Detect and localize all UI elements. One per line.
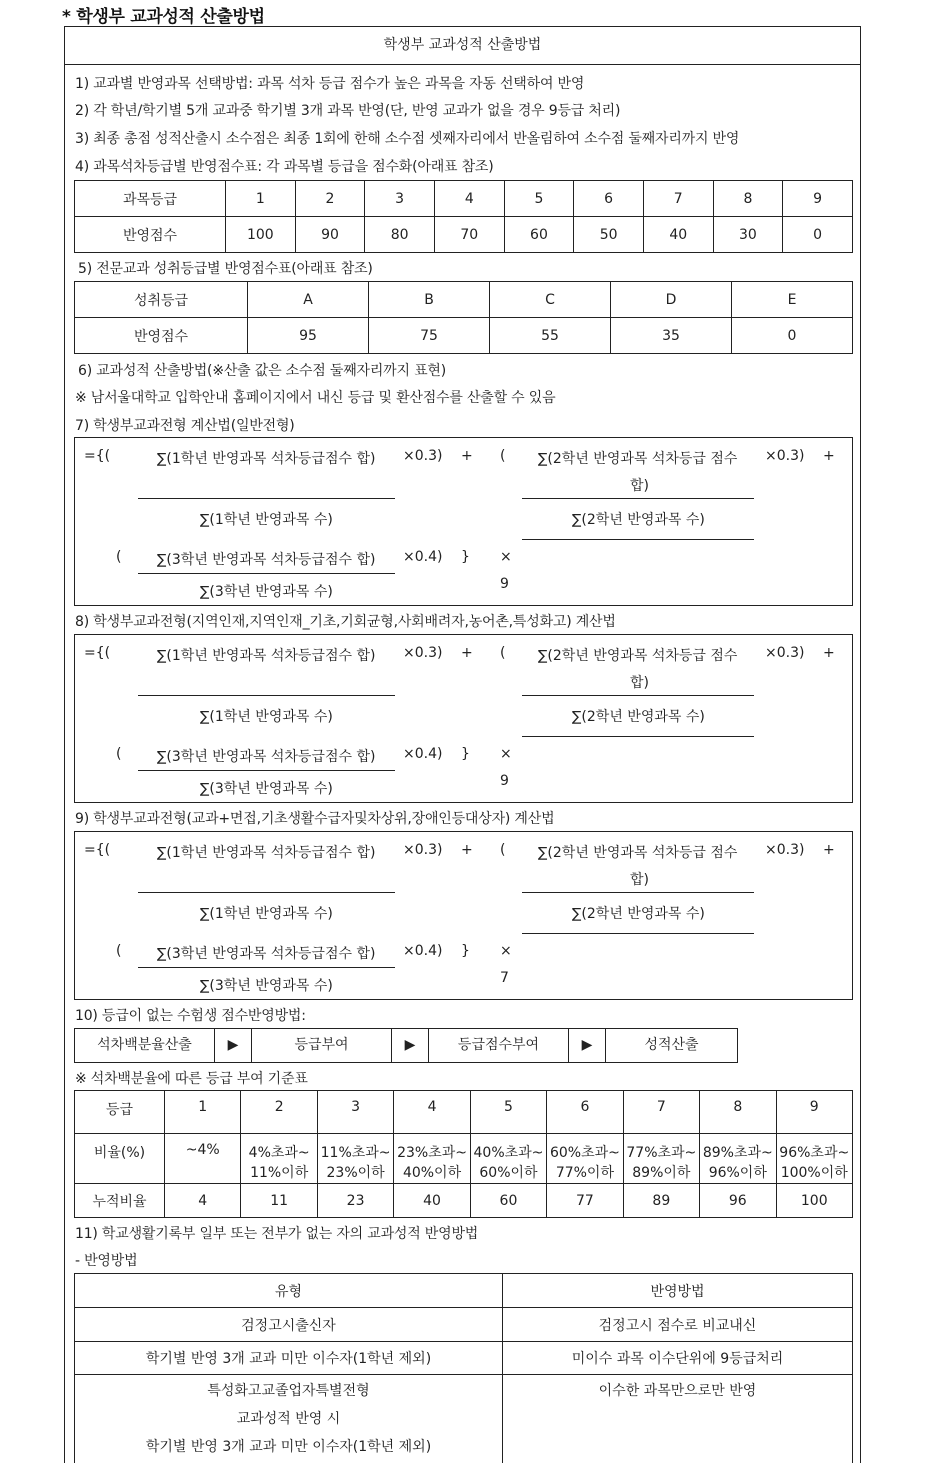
pct-cum-cell: 60 [470,1184,546,1218]
formula-den3: ∑(3학년 반영과목 수) [200,978,333,994]
formula-weight2: ×0.3) [765,842,805,858]
formula-num1: ∑(1학년 반영과목 석차등급점수 합) [157,845,376,861]
score-cell: 90 [295,217,365,253]
formula-close: } [461,943,470,959]
flow-step-result: 성적산출 [644,1037,699,1053]
formula-den2: ∑(2학년 반영과목 수) [572,709,705,725]
formula-prefix: ={( [84,645,111,661]
formula-weight1: ×0.3) [403,645,443,661]
score-cell: 100 [226,217,296,253]
formula-open: ( [116,943,122,959]
achieve-score-label: 반영점수 [75,318,248,354]
formula-times: × [500,549,512,565]
calculation-frame [64,26,861,1463]
score-cell: 30 [713,217,783,253]
rule-8: 8) 학생부교과전형(지역인재,지역인재_기초,기회균형,사회배려자,농어촌,특성화고) 계산법 [75,614,616,630]
formula-times: × [500,943,512,959]
pct-ratio-label: 비율(%) [75,1134,165,1184]
flow-step-percentile: 석차백분율산출 [75,1029,215,1062]
formula-multiplier: 7 [500,970,509,986]
grade-cell: 8 [713,181,783,217]
rule-4: 4) 과목석차등급별 반영점수표: 각 과목별 등급을 점수화(아래표 참조) [75,159,494,175]
pct-ratio-cell: 11%초과~ 23%이하 [317,1134,393,1184]
fraction-bar [522,695,754,696]
score-cell: 60 [504,217,574,253]
formula-weight3: ×0.4) [403,943,443,959]
pct-grade-cell: 2 [241,1091,317,1134]
pct-ratio-cell: 96%초과~ 100%이하 [776,1134,853,1184]
rule-3: 3) 최종 총점 성적산출시 소수점은 최종 1회에 한해 소수점 셋째자리에서 반올림하여 소수점 둘째자리까지 반영 [75,131,740,147]
pct-grade-cell: 9 [776,1091,853,1134]
formula-num2-tail: 합) [630,872,649,888]
grade-score-table [74,180,853,253]
rule-2: 2) 각 학년/학기별 5개 교과중 학기별 3개 과목 반영(단, 반영 교과가 없을 경우 9등급 처리) [75,103,621,119]
rule-6: 6) 교과성적 산출방법(※산출 값은 소수점 둘째자리까지 표현) [78,363,446,379]
achievement-score-table [74,281,853,354]
formula-weight3: ×0.4) [403,549,443,565]
pct-ratio-cell: 77%초과~ 89%이하 [623,1134,699,1184]
method-header-method: 반영방법 [503,1274,853,1308]
fraction-bar [138,770,395,771]
score-process-flow [74,1028,738,1063]
formula-open: ( [500,842,506,858]
fraction-bar [138,695,395,696]
rule-6-note: ※ 남서울대학교 입학안내 홈페이지에서 내신 등급 및 환산점수를 산출할 수 있음 [75,390,556,406]
achieve-score-cell: 75 [369,318,490,354]
pct-grade-cell: 6 [547,1091,623,1134]
fraction-bar [138,967,395,968]
achieve-row-label: 성취등급 [75,282,248,318]
achieve-grade-cell: D [611,282,732,318]
fraction-bar [138,892,395,893]
formula-num1: ∑(1학년 반영과목 석차등급점수 합) [157,451,376,467]
pct-cum-cell: 77 [547,1184,623,1218]
arrow-right-icon: ▶ [569,1029,606,1062]
pct-cum-cell: 11 [241,1184,317,1218]
formula-multiplier: 9 [500,576,509,592]
formula-plus: + [823,645,835,661]
grade-cell: 6 [574,181,644,217]
achieve-score-cell: 95 [248,318,369,354]
fraction-bar [522,736,754,737]
pct-cum-cell: 23 [317,1184,393,1218]
fraction-bar [522,892,754,893]
formula-plus: + [461,842,473,858]
formula-den3: ∑(3학년 반영과목 수) [200,584,333,600]
method-method-cell: 미이수 과목 이수단위에 9등급처리 [503,1342,853,1375]
rule-9: 9) 학생부교과전형(교과+면접,기초생활수급자및차상위,장애인등대상자) 계산법 [75,811,555,827]
rule-10: 10) 등급이 없는 수험생 점수반영방법: [75,1008,306,1024]
formula-weight3: ×0.4) [403,746,443,762]
rule-11: 11) 학교생활기록부 일부 또는 전부가 없는 자의 교과성적 반영방법 [75,1226,479,1242]
arrow-right-icon: ▶ [215,1029,252,1062]
pct-grade-cell: 8 [700,1091,776,1134]
pct-ratio-cell: 60%초과~ 77%이하 [547,1134,623,1184]
rule-5: 5) 전문교과 성취등급별 반영점수표(아래표 참조) [78,261,373,277]
formula-multiplier: 9 [500,773,509,789]
formula-close: } [461,549,470,565]
formula-plus: + [461,448,473,464]
formula-num2: ∑(2학년 반영과목 석차등급 점수 [538,451,738,467]
formula-num2-tail: 합) [630,478,649,494]
formula-prefix: ={( [84,448,111,464]
formula-interview [74,831,853,1000]
method-type-cell: 학기별 반영 3개 교과 미만 이수자(1학년 제외) [75,1342,503,1375]
fraction-bar [522,933,754,934]
grade-cell: 4 [434,181,504,217]
method-type-cell: 검정고시출신자 [75,1308,503,1342]
formula-times: × [500,746,512,762]
formula-regional [74,634,853,803]
grade-cell: 3 [365,181,435,217]
achieve-grade-cell: C [490,282,611,318]
formula-num2-tail: 합) [630,675,649,691]
fraction-bar [522,539,754,540]
formula-prefix: ={( [84,842,111,858]
formula-num1: ∑(1학년 반영과목 석차등급점수 합) [157,648,376,664]
pct-cum-label: 누적비율 [75,1184,165,1218]
fraction-bar [138,498,395,499]
pct-grade-cell: 7 [623,1091,699,1134]
flow-step-grade-score: 등급점수부여 [429,1029,569,1062]
formula-plus: + [461,645,473,661]
pct-ratio-cell: 40%초과~ 60%이하 [470,1134,546,1184]
pct-cum-cell: 89 [623,1184,699,1218]
pct-header-label: 등급 [75,1091,165,1134]
formula-plus: + [823,842,835,858]
formula-num2: ∑(2학년 반영과목 석차등급 점수 [538,648,738,664]
pct-cum-cell: 96 [700,1184,776,1218]
formula-den2: ∑(2학년 반영과목 수) [572,906,705,922]
pct-grade-cell: 4 [394,1091,470,1134]
pct-cum-cell: 40 [394,1184,470,1218]
formula-den1: ∑(1학년 반영과목 수) [200,709,333,725]
formula-close: } [461,746,470,762]
formula-weight2: ×0.3) [765,645,805,661]
method-type-cell: 특성화고교졸업자특별전형 교과성적 반영 시 학기별 반영 3개 교과 미만 이수자(1학년 제외) [75,1375,503,1463]
formula-general [74,437,853,606]
score-cell: 70 [434,217,504,253]
frame-header: 학생부 교과성적 산출방법 [65,27,860,65]
rule-1: 1) 교과별 반영과목 선택방법: 과목 석차 등급 점수가 높은 과목을 자동 선택하여 반영 [75,76,585,92]
formula-weight1: ×0.3) [403,448,443,464]
achieve-grade-cell: A [248,282,369,318]
pct-grade-cell: 1 [165,1091,241,1134]
rule-11-sub: - 반영방법 [75,1253,138,1269]
score-row-label: 반영점수 [75,217,226,253]
grade-cell: 5 [504,181,574,217]
pct-cum-cell: 4 [165,1184,241,1218]
grade-cell: 9 [783,181,853,217]
grade-row-label: 과목등급 [75,181,226,217]
formula-open: ( [116,746,122,762]
formula-den1: ∑(1학년 반영과목 수) [200,906,333,922]
formula-open: ( [500,645,506,661]
grade-cell: 2 [295,181,365,217]
pct-ratio-cell: ~4% [165,1134,241,1184]
achieve-grade-cell: B [369,282,490,318]
formula-den3: ∑(3학년 반영과목 수) [200,781,333,797]
method-header-type: 유형 [75,1274,503,1308]
method-method-cell: 이수한 과목만으로만 반영 [503,1375,853,1463]
formula-open: ( [116,549,122,565]
score-cell: 50 [574,217,644,253]
achieve-score-cell: 0 [732,318,853,354]
achieve-score-cell: 55 [490,318,611,354]
formula-den1: ∑(1학년 반영과목 수) [200,512,333,528]
rule-7: 7) 학생부교과전형 계산법(일반전형) [75,418,295,434]
missing-record-method-table [74,1273,853,1463]
formula-plus: + [823,448,835,464]
formula-den2: ∑(2학년 반영과목 수) [572,512,705,528]
fraction-bar [138,573,395,574]
fraction-bar [522,498,754,499]
pct-grade-cell: 3 [317,1091,393,1134]
pct-ratio-cell: 23%초과~ 40%이하 [394,1134,470,1184]
formula-num3: ∑(3학년 반영과목 석차등급점수 합) [157,749,376,765]
achieve-score-cell: 35 [611,318,732,354]
arrow-right-icon: ▶ [392,1029,429,1062]
method-method-cell: 검정고시 점수로 비교내신 [503,1308,853,1342]
grade-cell: 7 [643,181,713,217]
score-cell: 40 [643,217,713,253]
score-cell: 0 [783,217,853,253]
score-cell: 80 [365,217,435,253]
page-title: * 학생부 교과성적 산출방법 [62,7,265,27]
formula-weight2: ×0.3) [765,448,805,464]
rule-10-note: ※ 석차백분율에 따른 등급 부여 기준표 [75,1071,308,1087]
pct-grade-cell: 5 [470,1091,546,1134]
formula-num2: ∑(2학년 반영과목 석차등급 점수 [538,845,738,861]
flow-step-grade: 등급부여 [252,1029,392,1062]
pct-ratio-cell: 4%초과~ 11%이하 [241,1134,317,1184]
achieve-grade-cell: E [732,282,853,318]
pct-cum-cell: 100 [776,1184,853,1218]
pct-ratio-cell: 89%초과~ 96%이하 [700,1134,776,1184]
formula-num3: ∑(3학년 반영과목 석차등급점수 합) [157,552,376,568]
formula-open: ( [500,448,506,464]
percentile-grade-table [74,1090,853,1218]
formula-weight1: ×0.3) [403,842,443,858]
grade-cell: 1 [226,181,296,217]
formula-num3: ∑(3학년 반영과목 석차등급점수 합) [157,946,376,962]
